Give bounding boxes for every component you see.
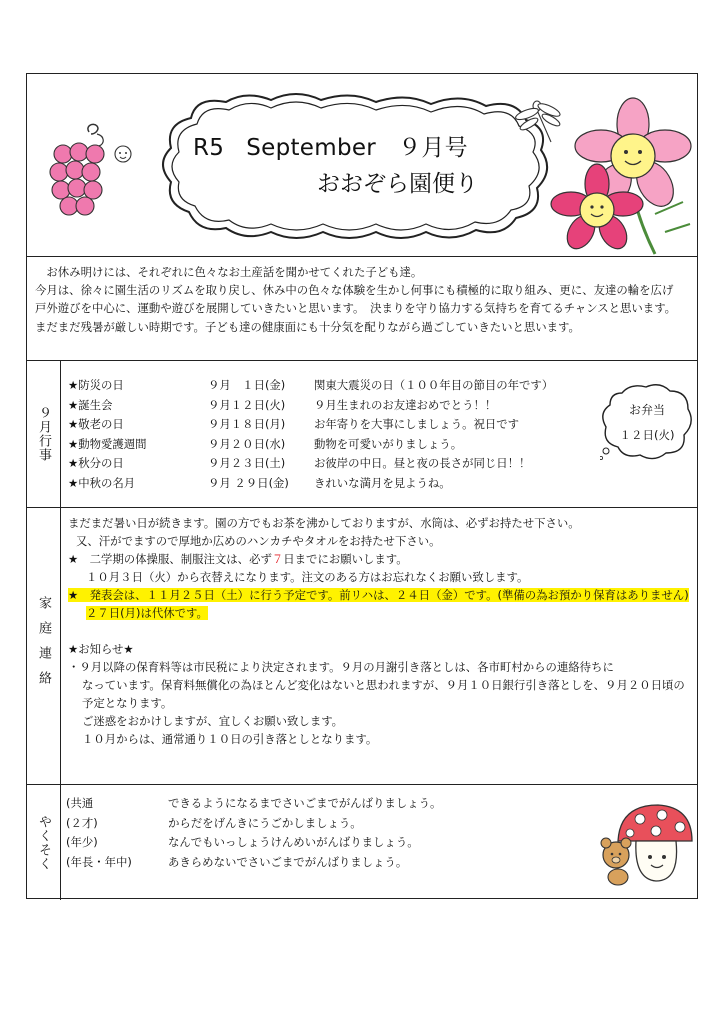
page-title: [193, 129, 490, 162]
event-date: ９月２０日(水): [208, 436, 286, 451]
bento-label: お弁当: [628, 403, 665, 417]
mushroom-bear-illustration: [600, 799, 696, 887]
bento-date: １２日(火): [619, 428, 675, 442]
promise-side-label: やくそく: [36, 814, 51, 871]
event-date: ９月２３日(土): [208, 456, 286, 470]
promise-text: からだをげんきにうごかしましょう。: [168, 815, 362, 830]
event-name: ★秋分の日: [68, 456, 124, 470]
notice-heading: ★お知らせ★: [68, 642, 134, 656]
holiday-text: ２７日(月)は代休です。: [86, 606, 208, 620]
family-contact-section: [27, 508, 697, 785]
promise-group: (共通: [66, 796, 94, 810]
promise-text: あきらめないでさいごまでがんばりましょう。: [168, 854, 408, 869]
holiday-notice: [68, 604, 693, 622]
intro-line: 戸外遊びを中心に、運動や遊びを展開していきたいと思います。 決まりを守り協力する気持ちを育てるチャンスと思います。: [35, 301, 677, 316]
notice-line: 予定となります。: [82, 696, 173, 710]
promise-side-cell: [27, 785, 61, 900]
event-desc: 関東大震災の日（１００年目の節目の年です）: [314, 378, 554, 392]
event-name: ★動物愛護週間: [68, 436, 147, 451]
grapes-illustration: [45, 122, 145, 222]
promise-item: [66, 834, 506, 854]
event-date: ９月１２日(火): [208, 397, 286, 412]
event-date: ９月 １日(金): [208, 378, 286, 392]
event-item: [68, 416, 688, 436]
event-name: ★防災の日: [68, 378, 124, 392]
event-item: [68, 475, 688, 495]
event-name: ★中秋の名月: [68, 475, 136, 490]
promise-section: [27, 785, 697, 900]
promise-list: [66, 795, 506, 873]
family-side-label: 家庭連絡: [36, 596, 51, 696]
events-content: [60, 361, 697, 507]
promise-item: [66, 795, 506, 815]
event-desc: ９月生まれのお友達おめでとう！！: [314, 397, 497, 412]
event-name: ★敬老の日: [68, 417, 124, 431]
bento-bubble: [600, 383, 694, 461]
family-content: [60, 508, 697, 784]
newsletter-sheet: [26, 73, 698, 899]
notice-line: なっています。保育料無償化の為ほとんど変化はないと思われますが、９月１０日銀行引き落としを、９月２０日頃の: [82, 678, 685, 692]
events-list: [68, 377, 688, 494]
newsletter-name: おおぞら園便り: [317, 171, 478, 197]
events-side-label: ９月行事: [36, 406, 51, 462]
intro-line: 今月は、徐々に園生活のリズムを取り戻し、休み中の色々な体験を生かし何事にも積極的に取り組み、更に、友達の輪を広げ: [35, 283, 674, 298]
promise-text: なんでもいっしょうけんめいがんばりましょう。: [168, 835, 419, 849]
promise-content: [60, 785, 697, 900]
uniform-text-end: 日までにお願いします。: [283, 552, 408, 566]
event-date: ９月 ２９日(金): [208, 475, 289, 490]
family-line: 又、汗がでますので厚地か広めのハンカチやタオルをお持たせ下さい。: [76, 534, 441, 548]
spacer: [68, 622, 693, 640]
events-section: [27, 361, 697, 508]
flowers-illustration: [505, 84, 695, 259]
notice-line: １０月からは、通常通り１０日の引き落としとなります。: [82, 732, 378, 746]
recital-text: ★ 発表会は、１１月２５日（土）に行う予定です。前リハは、２４日（金）です。(準備の為お預かり保育はありません): [68, 588, 689, 602]
notice-line: ご迷惑をおかけしますが、宜しくお願い致します。: [82, 714, 344, 728]
event-item: [68, 455, 688, 475]
title-year: R5: [193, 135, 225, 161]
event-item: [68, 397, 688, 417]
event-name: ★誕生会: [68, 397, 113, 412]
header-section: [27, 74, 697, 257]
recital-notice: [68, 586, 693, 604]
family-line: まだまだ暑い日が続きます。園の方でもお茶を沸かしておりますが、水筒は、必ずお持たせ下さい。: [68, 516, 580, 530]
promise-item: [66, 854, 506, 874]
promise-group: (年少): [66, 835, 98, 849]
uniform-text: ★ 二学期の体操服、制服注文は、必ず: [68, 552, 272, 566]
event-desc: きれいな満月を見ようね。: [314, 475, 451, 490]
intro-section: [27, 257, 697, 361]
title-month: September: [246, 135, 377, 161]
uniform-notice: [68, 550, 693, 568]
family-line: １０月３日（火）から衣替えになります。注文のある方はお忘れなくお願い致します。: [86, 570, 529, 584]
title-issue: ９月号: [398, 135, 468, 161]
promise-group: (２才): [66, 815, 98, 830]
event-desc: 動物を可愛いがりましょう。: [314, 436, 463, 451]
notice-line: ・９月以降の保育料等は市民税により決定されます。９月の月謝引き落としは、各市町村からの連絡待ちに: [68, 660, 614, 674]
event-item: [68, 377, 688, 397]
promise-group: (年長・年中): [66, 854, 132, 869]
promise-item: [66, 815, 506, 835]
event-desc: お彼岸の中日。昼と夜の長さが同じ日！！: [314, 456, 531, 470]
intro-line: お休み明けには、それぞれに色々なお土産話を聞かせてくれた子ども達。: [35, 265, 423, 279]
promise-text: できるようになるまでさいごまでがんばりましょう。: [168, 796, 442, 810]
event-item: [68, 436, 688, 456]
family-side-cell: [27, 508, 61, 784]
event-desc: お年寄りを大事にしましょう。祝日です: [314, 417, 520, 431]
event-date: ９月１８日(月): [208, 417, 286, 431]
events-side-cell: [27, 361, 61, 507]
speech-bubble-icon: [600, 383, 694, 461]
intro-line: まだまだ残暑が厳しい時期です。子ども達の健康面にも十分気を配りながら過ごしていきたいと思います。: [35, 319, 580, 334]
uniform-deadline: ７: [271, 552, 284, 566]
